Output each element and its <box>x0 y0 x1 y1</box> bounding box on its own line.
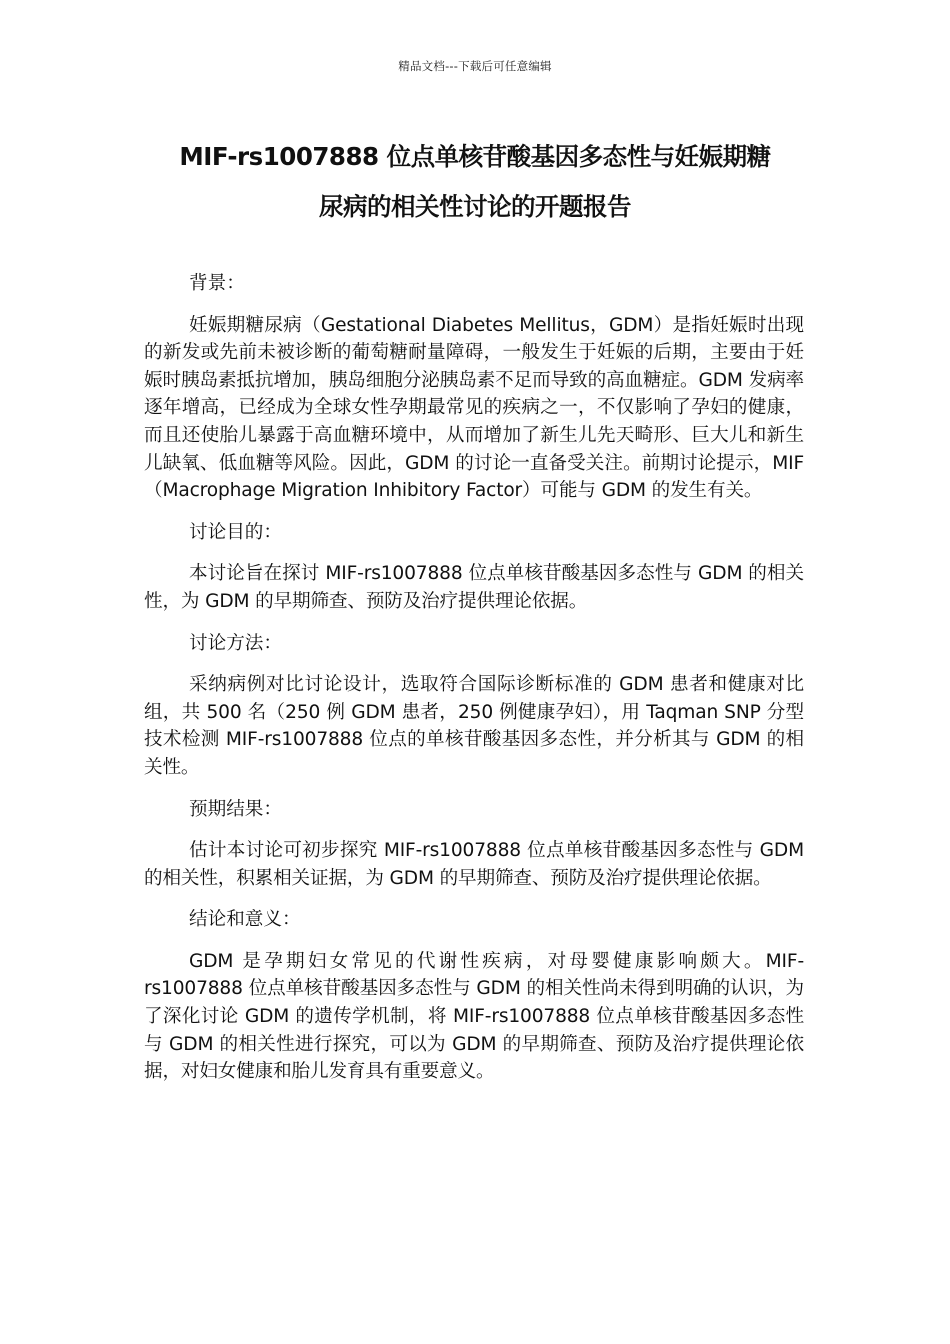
page-header: 精品文档---下载后可任意编辑 <box>398 59 552 73</box>
document-title <box>140 132 810 232</box>
section-text-background: 妊娠期糖尿病（Gestational Diabetes Mellitus，GDM）是指妊娠时出现的新发或先前未被诊断的葡萄糖耐量障碍，一般发生于妊娠的后期，主要由于妊娠时胰岛素抵抗增加，胰岛细胞分泌胰岛素不足而导致的高血糖症。GDM 发病率逐年增高，已经成为全球女性孕期最常见的疾病之一，不仅影响了孕妇的健康，而且还使胎儿暴露于高血糖环境中，从而增加了新生儿先天畸形、巨大儿和新生儿缺氧、低血糖等风险。因此，GDM 的讨论一直备受关注。前期讨论提示，MIF（Macrophage Migration Inhibitory Factor）可能与 GDM 的发生有关。 <box>144 314 804 502</box>
section-heading-objective: 讨论目的： <box>189 521 282 543</box>
section-heading-expected-results: 预期结果： <box>189 798 282 820</box>
document-title-line-1: MIF-rs1007888 位点单核苷酸基因多态性与妊娠期糖 <box>179 142 771 171</box>
section-heading-background: 背景： <box>189 273 245 294</box>
section-heading-methods: 讨论方法： <box>189 632 282 654</box>
section-text-methods: 采纳病例对比讨论设计，选取符合国际诊断标准的 GDM 患者和健康对比组，共 500 名（250 例 GDM 患者，250 例健康孕妇），用 Taqman SNP 分型技术检测 MIF-rs1007888 位点的单核苷酸基因多态性，并分析其与 GDM 的相关性。 <box>144 674 804 778</box>
section-text-objective: 本讨论旨在探讨 MIF-rs1007888 位点单核苷酸基因多态性与 GDM 的相关性，为 GDM 的早期筛查、预防及治疗提供理论依据。 <box>144 563 804 612</box>
section-text-expected-results: 估计本讨论可初步探究 MIF-rs1007888 位点单核苷酸基因多态性与 GDM 的相关性，积累相关证据，为 GDM 的早期筛查、预防及治疗提供理论依据。 <box>144 840 804 889</box>
section-heading-conclusion: 结论和意义： <box>189 909 301 931</box>
document-title-line-2: 尿病的相关性讨论的开题报告 <box>319 192 631 221</box>
section-text-conclusion: GDM 是孕期妇女常见的代谢性疾病，对母婴健康影响颇大。MIF-rs1007888 位点单核苷酸基因多态性与 GDM 的相关性尚未得到明确的认识，为了深化讨论 GDM 的遗传学机制，将 MIF-rs1007888 位点单核苷酸基因多态性与 GDM 的相关性进行探究，可以为 GDM 的早期筛查、预防及治疗提供理论依据，对妇女健康和胎儿发育具有重要意义。 <box>144 950 804 1083</box>
document-body <box>144 270 804 1100</box>
